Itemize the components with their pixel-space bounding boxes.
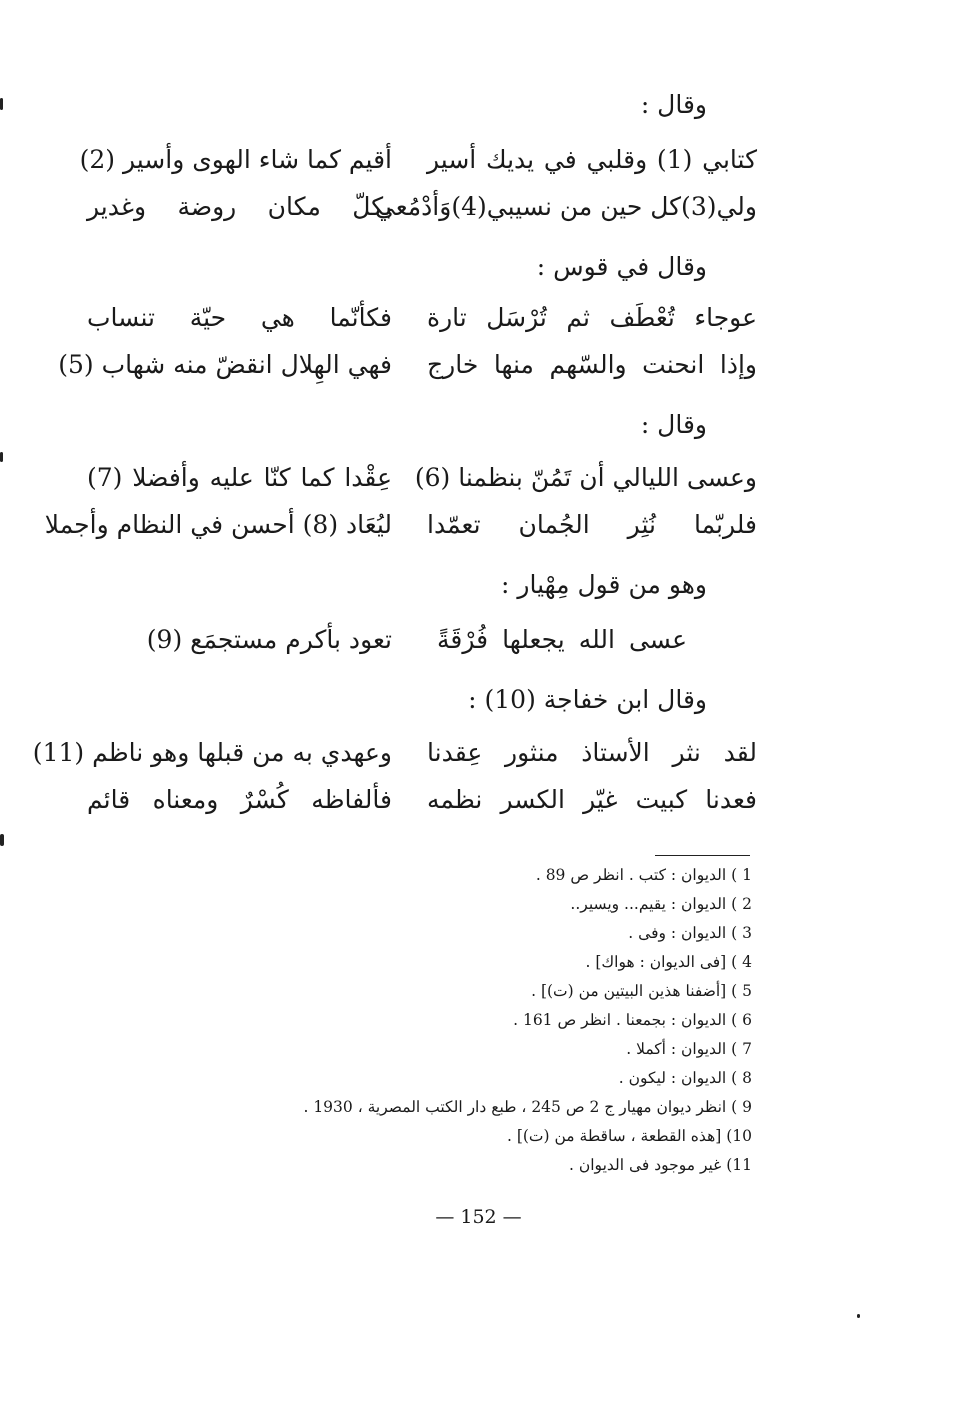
verse-first-hemistich: وإذا انحنت والسّهم منها خارج [427,350,757,379]
section-heading: وقال في قوس : [536,252,707,281]
footnote: 11) غير موجود فى الديوان . [569,1156,752,1174]
verse-first-hemistich: كتابي (1) وقلبي في يديك أسير [427,145,757,174]
scan-edge-mark [0,452,3,462]
verse-second-hemistich: بكلّ مكان روضة وغدير [87,192,392,221]
verse-second-hemistich: عِقْدا كما كنّا عليه وأفضلا (7) [87,463,392,492]
section-heading: وهو من قول مِهْيار : [501,570,707,599]
footnote: 7 ) الديوان : أكملا . [626,1040,752,1058]
scan-edge-mark [0,834,4,846]
footnote: 8 ) الديوان : ليكون . [618,1069,752,1087]
verse-second-hemistich: أقيم كما شاء الهوى وأسير (2) [79,145,392,174]
footnote: 1 ) الديوان : كتب . انظر ص 89 . [535,866,752,884]
verse-first-hemistich: ولي(3)كل حين من نسيبي(4)وَأدْمُعي [374,192,757,221]
page-number: — 152 — [435,1206,522,1228]
footnote: 5 ) [أضفنا هذين البيتين من (ت)] . [531,982,752,1000]
footnote: 9 ) انظر ديوان مهيار ج 2 ص 245 ، طبع دار الكتب المصرية ، 1930 . [303,1098,752,1116]
section-heading: وقال : [640,410,707,439]
scan-edge-mark [0,98,3,110]
footnote: 6 ) الديوان : بجمعنا . انظر ص 161 . [513,1011,752,1029]
scan-speck [857,1314,860,1318]
verse-first-hemistich: لقد نثر الأستاذ منثور عِقدنا [427,738,757,767]
verse-first-hemistich: عسى الله يجعلها فُرْقَةً [437,625,687,654]
verse-first-hemistich: وعسى الليالي أن تَمُنّ بنظمنا (6) [414,463,757,492]
verse-second-hemistich: فألفاظه كُسْرٌ ومعناه قائم [87,785,392,814]
verse-second-hemistich: وعهدي به من قبلها وهو ناظم (11) [32,738,392,767]
verse-first-hemistich: فعدنا كبيت غيّر الكسر نظمه [427,785,757,814]
footnote: 4 ) [فى الديوان : هواك] . [585,953,752,971]
verse-second-hemistich: فهي الهِلال انقضّ منه شهاب (5) [58,350,392,379]
section-heading: وقال ابن خفاجة (10) : [468,685,707,714]
footnote: 2 ) الديوان : يقيم... ويسير.. [570,895,752,913]
verse-first-hemistich: عوجاء تُعْطَف ثم تُرْسَل تارة [427,303,757,332]
verse-second-hemistich: فكأنّما هي حيّة تنساب [87,303,392,332]
footnote: 10) [هذه القطعة ، ساقطة من (ت)] . [506,1127,752,1145]
section-heading: وقال : [640,90,707,119]
verse-second-hemistich: تعود بأكرم مستجمَع (9) [146,625,392,654]
verse-first-hemistich: فلربّما نُثِر الجُمان تعمّدا [427,510,757,539]
footnote-separator [655,855,750,856]
verse-second-hemistich: ليُعَاد (8) أحسن في النظام وأجملا [44,510,392,539]
footnote: 3 ) الديوان : وفى . [628,924,752,942]
